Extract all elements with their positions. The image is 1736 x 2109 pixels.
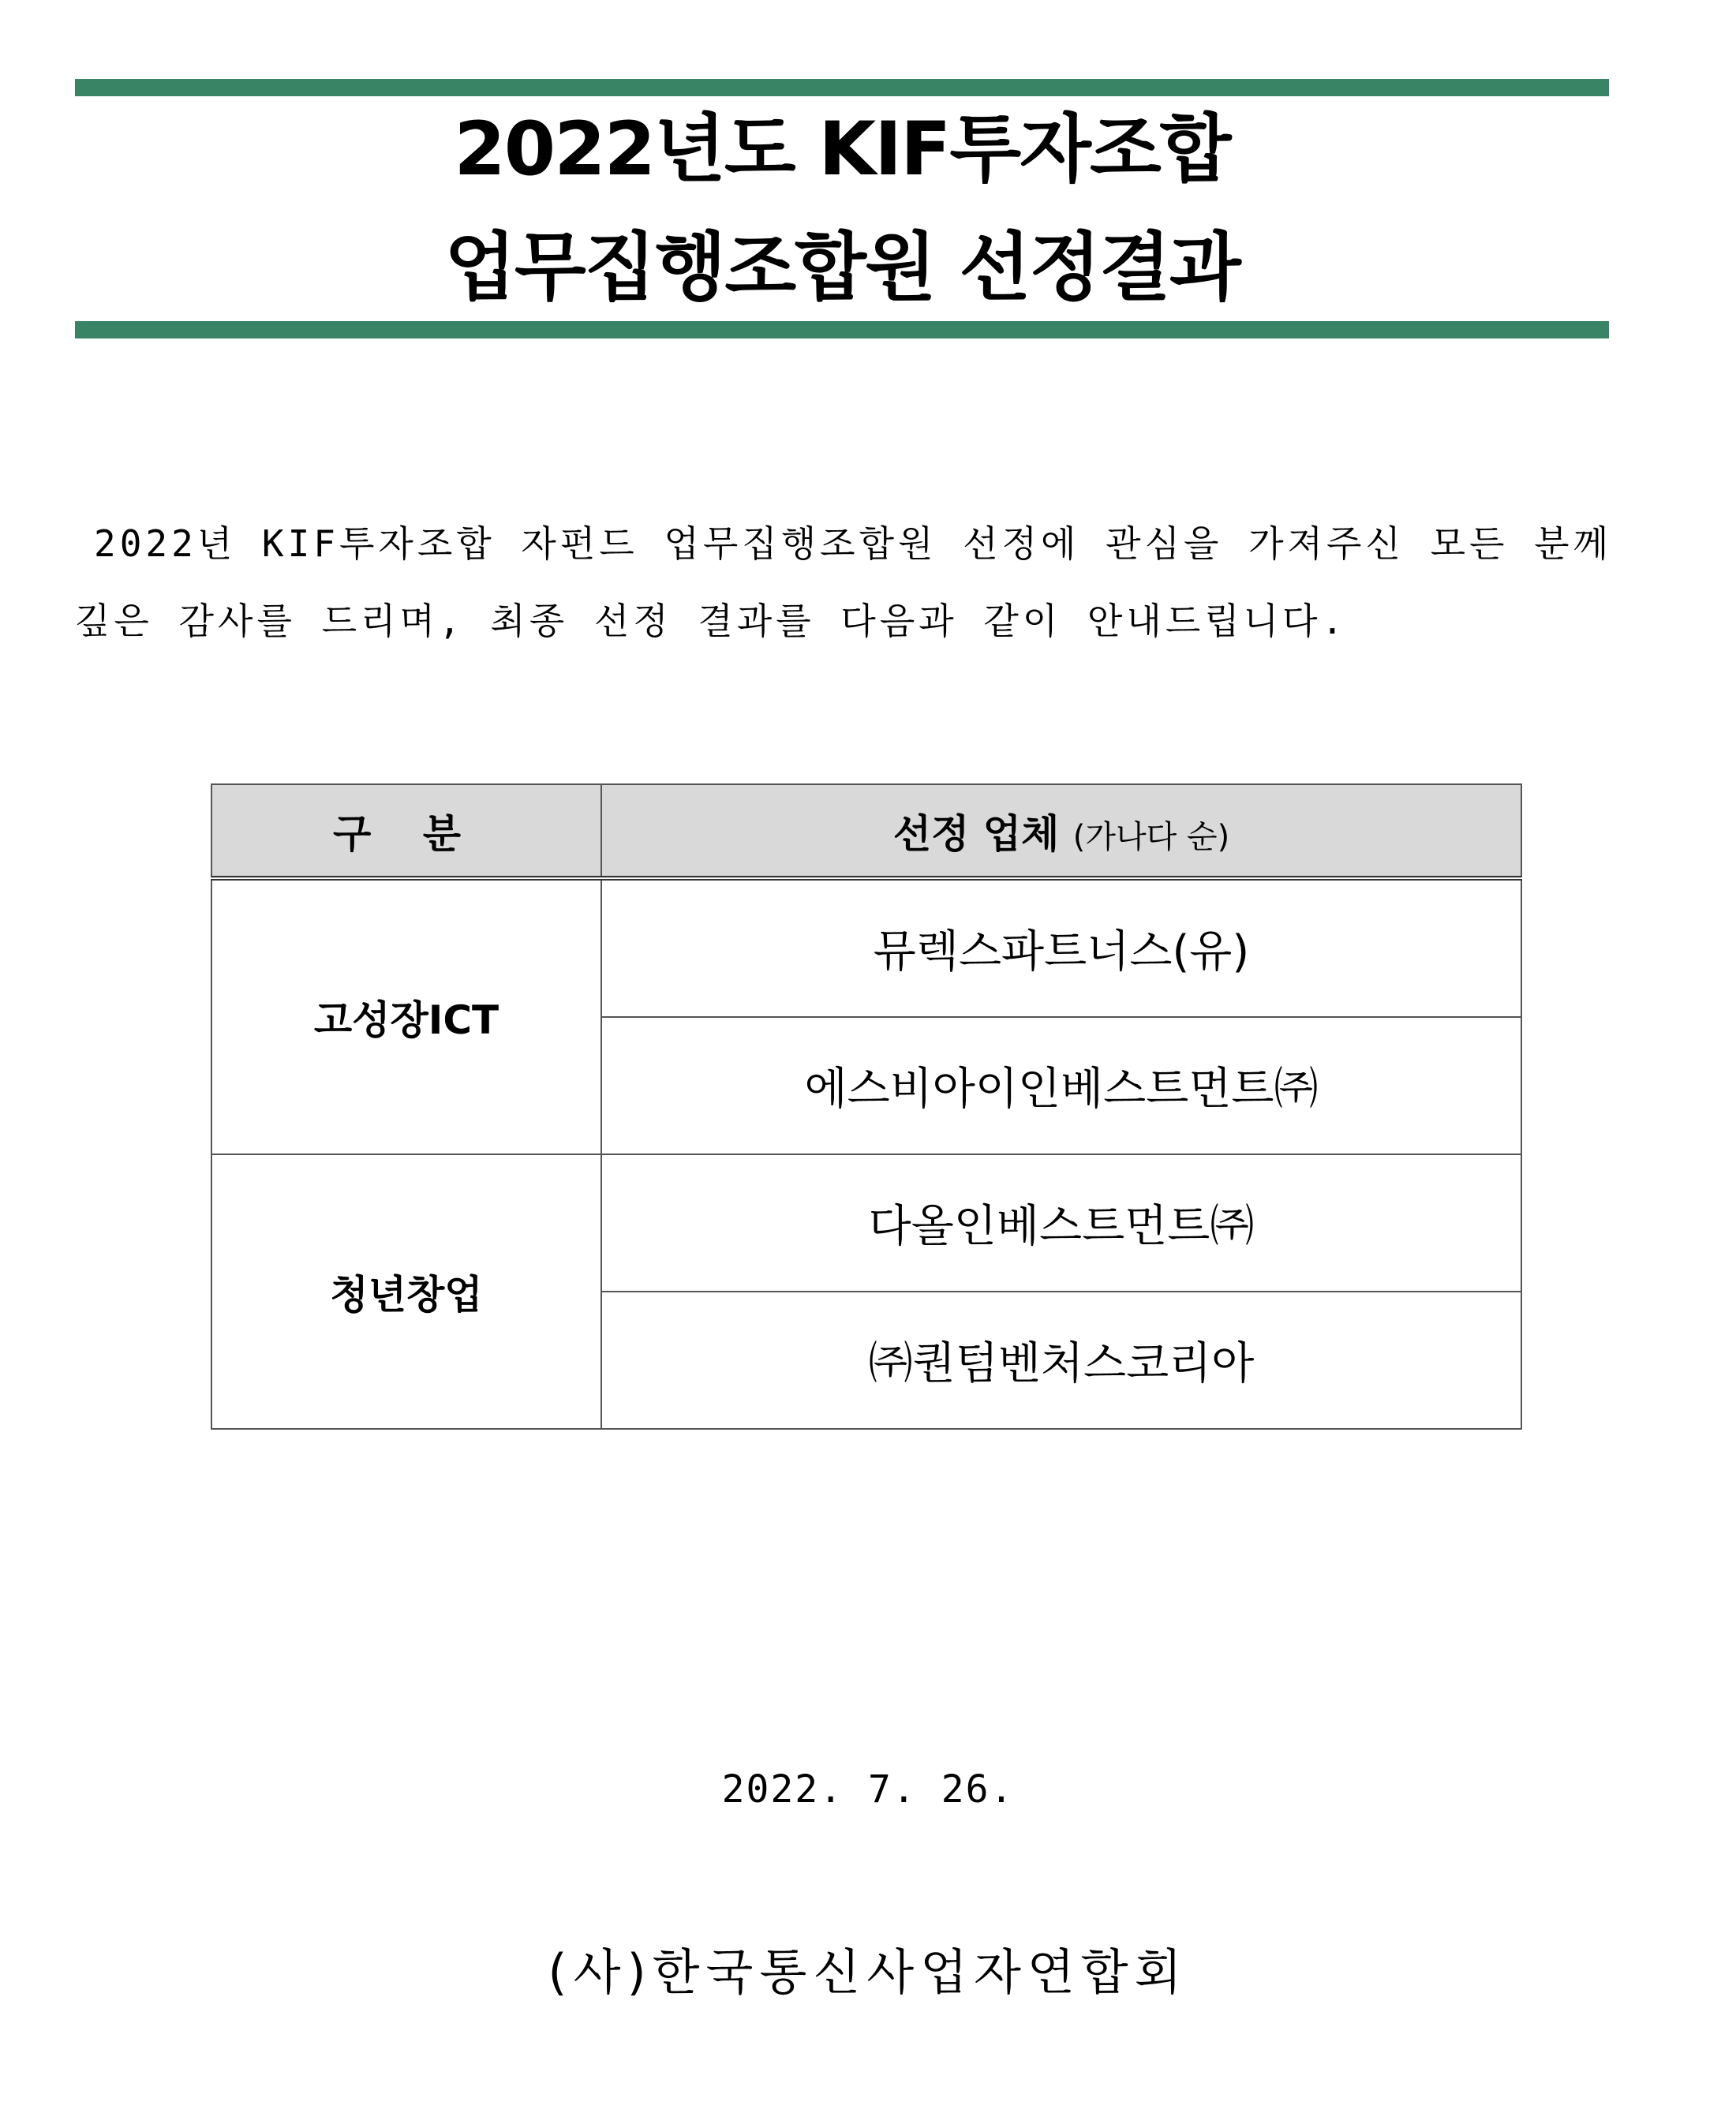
intro-line-1: 2022년 KIF투자조합 자펀드 업무집행조합원 선정에 관심을 가져주신 모든 분께 (94, 522, 1613, 565)
table-row (211, 1154, 1521, 1292)
document-date: 2022. 7. 26. (721, 1767, 1015, 1812)
header-firms-label: 선정 업체 (892, 810, 1060, 857)
category-cell: 고성장ICT (211, 878, 601, 1154)
table-header-row (211, 784, 1521, 878)
category-cell: 청년창업 (211, 1154, 601, 1429)
firm-cell: 뮤렉스파트너스(유) (601, 878, 1521, 1017)
header-firms-note: (가나다 순) (1072, 818, 1230, 855)
intro-line-2: 깊은 감사를 드리며, 최종 선정 결과를 다음과 같이 안내드립니다. (75, 600, 1348, 642)
header-top-bar (75, 79, 1609, 96)
intro-paragraph (75, 505, 1649, 660)
page-title-line2: 업무집행조합원 선정결과 (444, 225, 1240, 311)
header-category: 구 분 (211, 784, 601, 878)
issuing-organization: (사)한국통신사업자연합회 (548, 1943, 1188, 2001)
table-row (211, 878, 1521, 1017)
firm-cell: 에스비아이인베스트먼트㈜ (601, 1017, 1521, 1154)
header-firms (601, 784, 1521, 878)
header-bottom-bar (75, 321, 1609, 338)
firm-cell: 다올인베스트먼트㈜ (601, 1154, 1521, 1292)
firm-cell: ㈜퀀텀벤처스코리아 (601, 1292, 1521, 1429)
selection-result-table (211, 783, 1522, 1430)
page-title-line1: 2022년도 KIF투자조합 (454, 107, 1230, 193)
